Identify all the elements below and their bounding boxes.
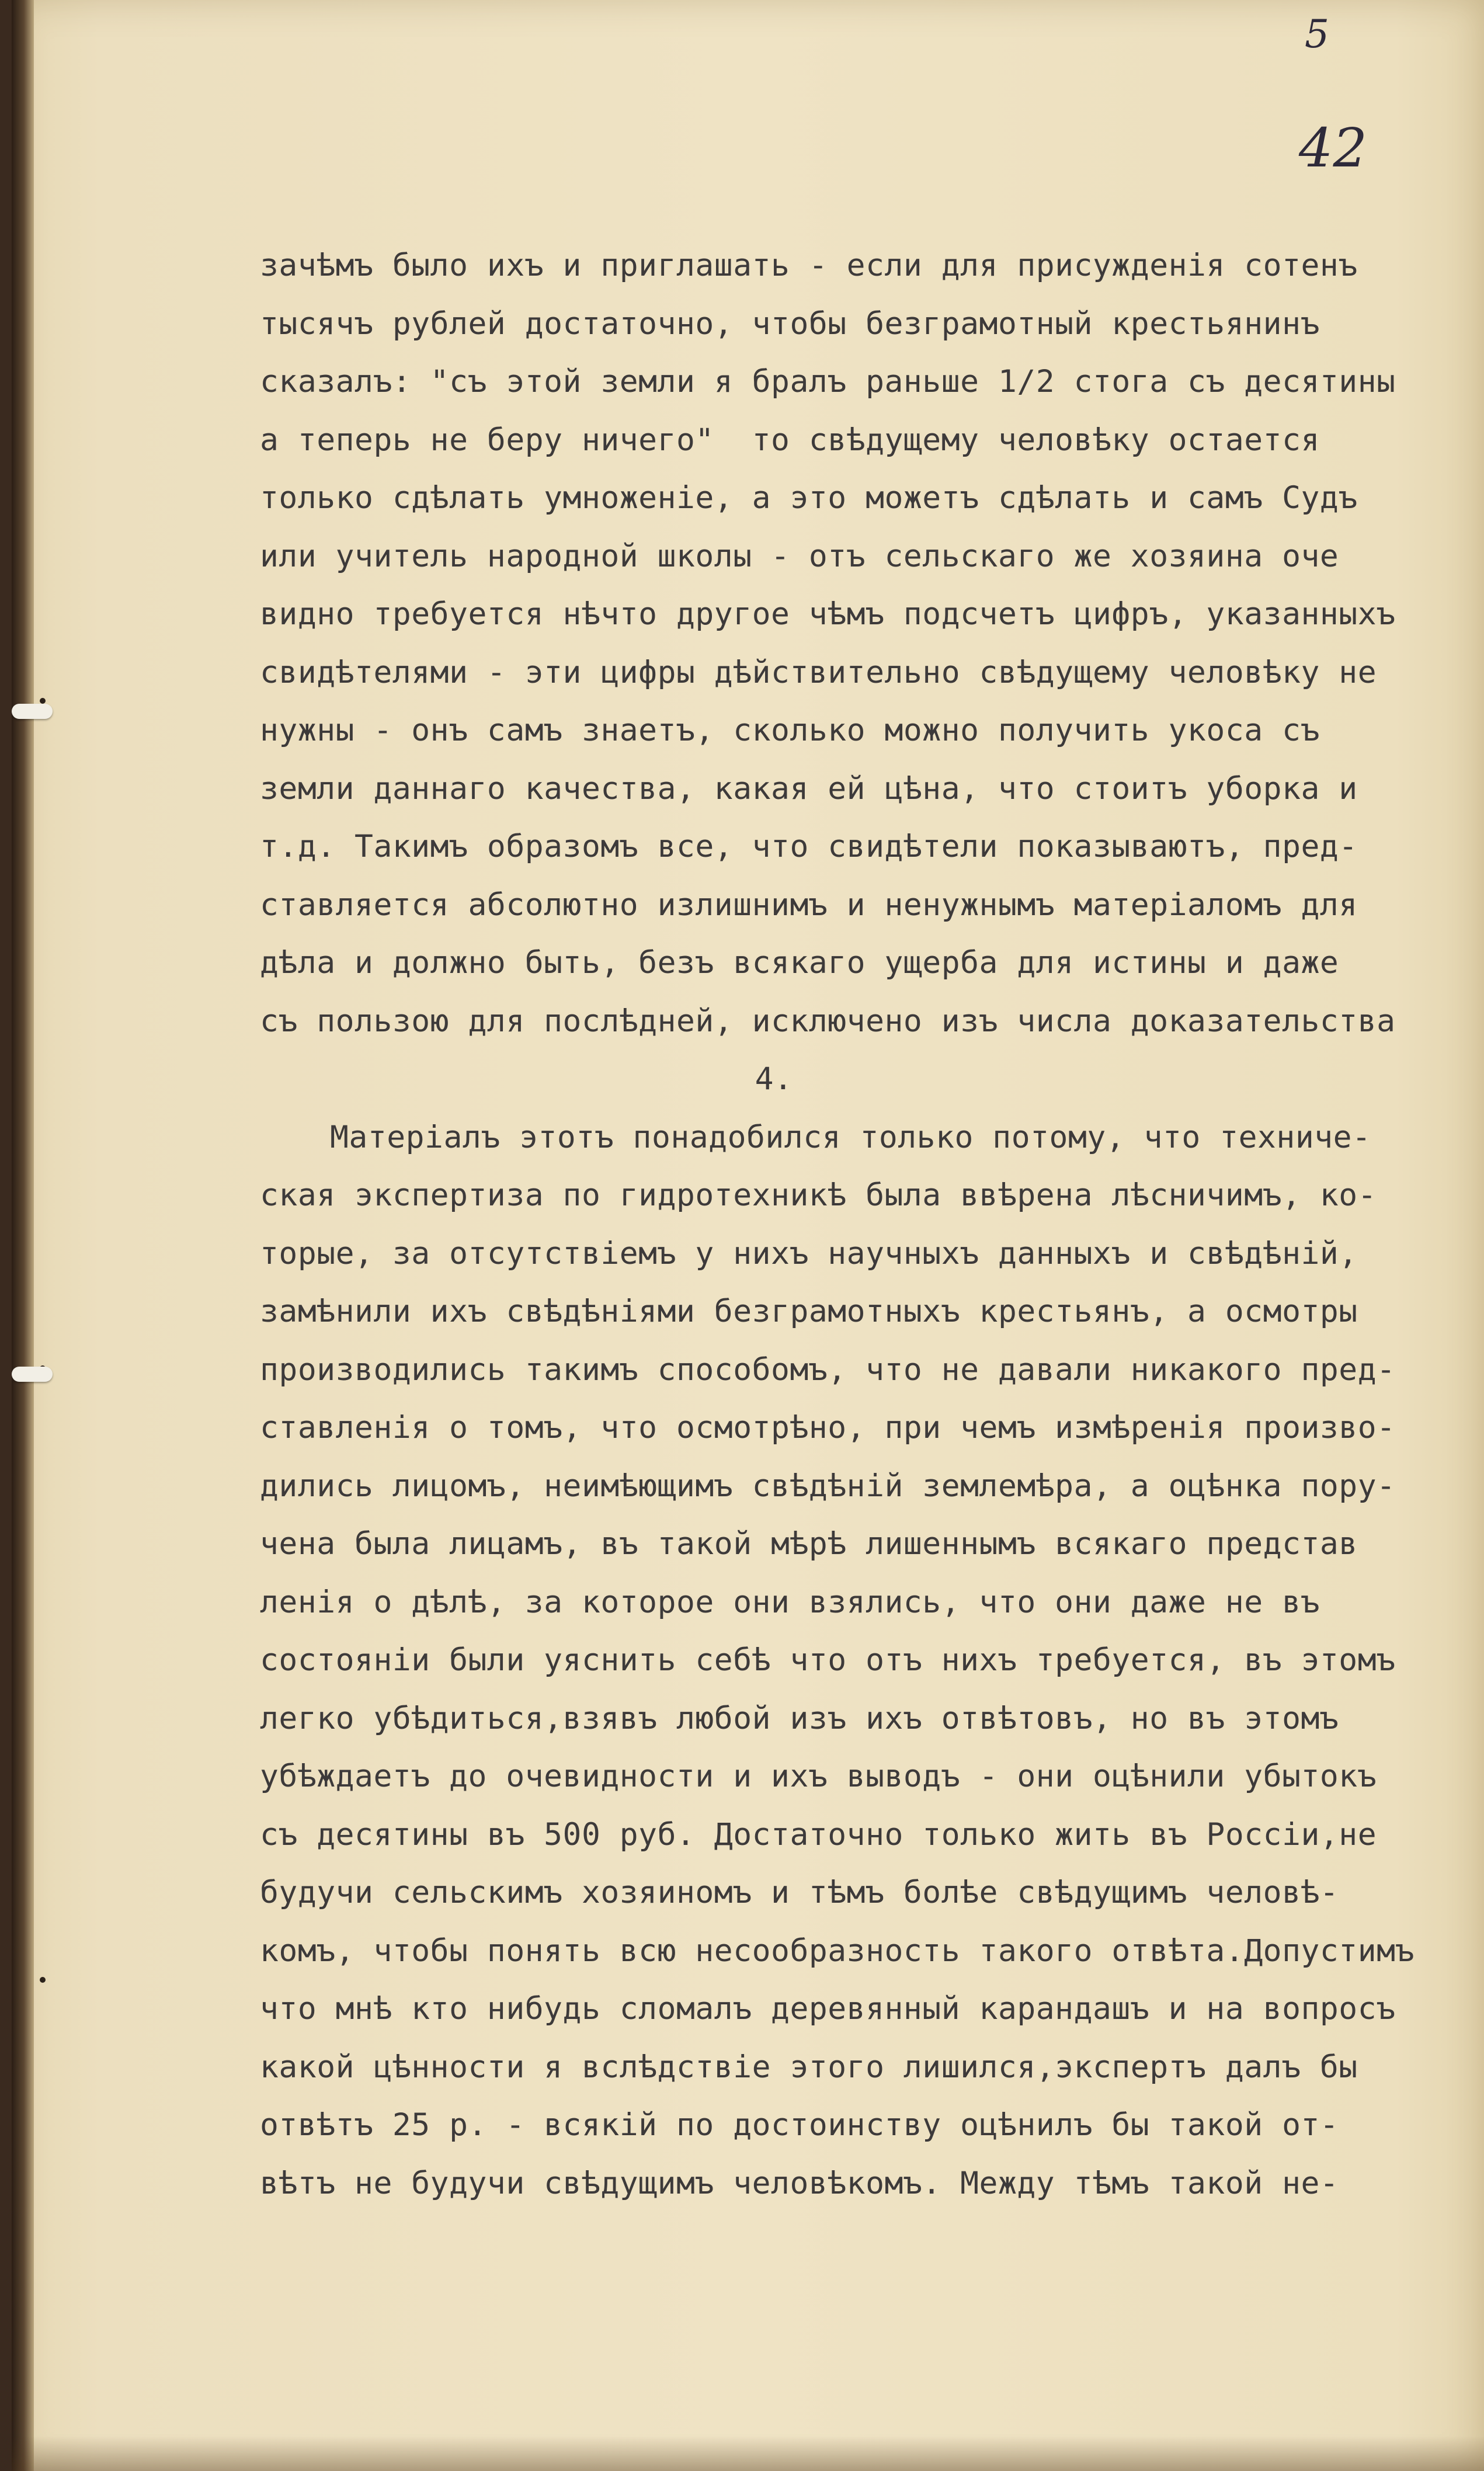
text-line: ставляется абсолютно излишнимъ и ненужнымъ матеріаломъ для	[260, 887, 1358, 923]
text-line: Матеріалъ этотъ понадобился только потому, что техниче-	[330, 1119, 1371, 1155]
text-line: сказалъ: "съ этой земли я бралъ раньше 1/2 стога съ десятины	[260, 364, 1396, 399]
text-line: отвѣтъ 25 р. - всякій по достоинству оцѣнилъ бы такой от-	[260, 2107, 1339, 2143]
text-line: легко убѣдиться,взявъ любой изъ ихъ отвѣтовъ, но въ этомъ	[260, 1700, 1339, 1736]
text-line: убѣждаетъ до очевидности и ихъ выводъ - они оцѣнили убытокъ	[260, 1758, 1377, 1794]
folio-number-small: 5	[1305, 12, 1329, 57]
folio-number: 42	[1298, 117, 1367, 179]
text-line: дѣла и должно быть, безъ всякаго ущерба для истины и даже	[260, 945, 1339, 981]
document-page	[12, 0, 1484, 2471]
text-line: съ десятины въ 500 руб. Достаточно только жить въ Россіи,не	[260, 1816, 1377, 1853]
text-line: земли даннаго качества, какая ей цѣна, что стоитъ уборка и	[260, 770, 1358, 807]
text-line: будучи сельскимъ хозяиномъ и тѣмъ болѣе свѣдущимъ человѣ-	[260, 1875, 1339, 1910]
binding-thread	[12, 1367, 53, 1382]
text-line: ставленія о томъ, что осмотрѣно, при чемъ измѣренія произво-	[260, 1410, 1396, 1445]
text-line: тысячъ рублей достаточно, чтобы безграмотный крестьянинъ	[260, 305, 1320, 342]
text-line: а теперь не беру ничего" то свѣдущему человѣку остается	[260, 422, 1320, 458]
text-line: или учитель народной школы - отъ сельскаго же хозяина оче	[260, 538, 1339, 574]
text-line: нужны - онъ самъ знаетъ, сколько можно получить укоса съ	[260, 713, 1320, 748]
binding-hole	[40, 1977, 46, 1983]
text-line: только сдѣлать умноженіе, а это можетъ сдѣлать и самъ Судъ	[260, 480, 1358, 516]
text-line: свидѣтелями - эти цифры дѣйствительно свѣдущему человѣку не	[260, 654, 1377, 690]
text-line: комъ, чтобы понять всю несообразность такого отвѣта.Допустимъ	[260, 1933, 1415, 1969]
text-line: что мнѣ кто нибудь сломалъ деревянный карандашъ и на вопросъ	[260, 1991, 1396, 2027]
text-line: дились лицомъ, неимѣющимъ свѣдѣній землемѣра, а оцѣнка пору-	[260, 1468, 1396, 1504]
page-bottom-shadow	[12, 2436, 1484, 2471]
text-line: зачѣмъ было ихъ и приглашать - если для присужденія сотенъ	[260, 248, 1358, 283]
binding-spine	[12, 0, 34, 2471]
binding-hole	[40, 698, 46, 704]
text-line: съ пользою для послѣдней, исключено изъ числа доказательства	[260, 1003, 1396, 1039]
typewritten-text	[260, 237, 1422, 2212]
text-line: т.д. Такимъ образомъ все, что свидѣтели показываютъ, пред-	[260, 829, 1358, 864]
text-line: чена была лицамъ, въ такой мѣрѣ лишеннымъ всякаго представ	[260, 1526, 1358, 1562]
binding-thread	[12, 704, 53, 719]
text-line: замѣнили ихъ свѣдѣніями безграмотныхъ крестьянъ, а осмотры	[260, 1294, 1358, 1329]
text-line: торые, за отсутствіемъ у нихъ научныхъ данныхъ и свѣдѣній,	[260, 1235, 1358, 1271]
text-line: вѣтъ не будучи свѣдущимъ человѣкомъ. Между тѣмъ такой не-	[260, 2165, 1339, 2201]
text-line: производились такимъ способомъ, что не давали никакого пред-	[260, 1351, 1396, 1388]
text-line: состояніи были уяснить себѣ что отъ нихъ требуется, въ этомъ	[260, 1642, 1396, 1678]
text-line: видно требуется нѣчто другое чѣмъ подсчетъ цифръ, указанныхъ	[260, 596, 1396, 632]
text-line: ленія о дѣлѣ, за которое они взялись, что они даже не въ	[260, 1584, 1320, 1620]
text-line: ская экспертиза по гидротехникѣ была ввѣрена лѣсничимъ, ко-	[260, 1177, 1377, 1213]
section-number: 4.	[755, 1061, 793, 1097]
text-line: какой цѣнности я вслѣдствіе этого лишился,экспертъ далъ бы	[260, 2049, 1358, 2085]
